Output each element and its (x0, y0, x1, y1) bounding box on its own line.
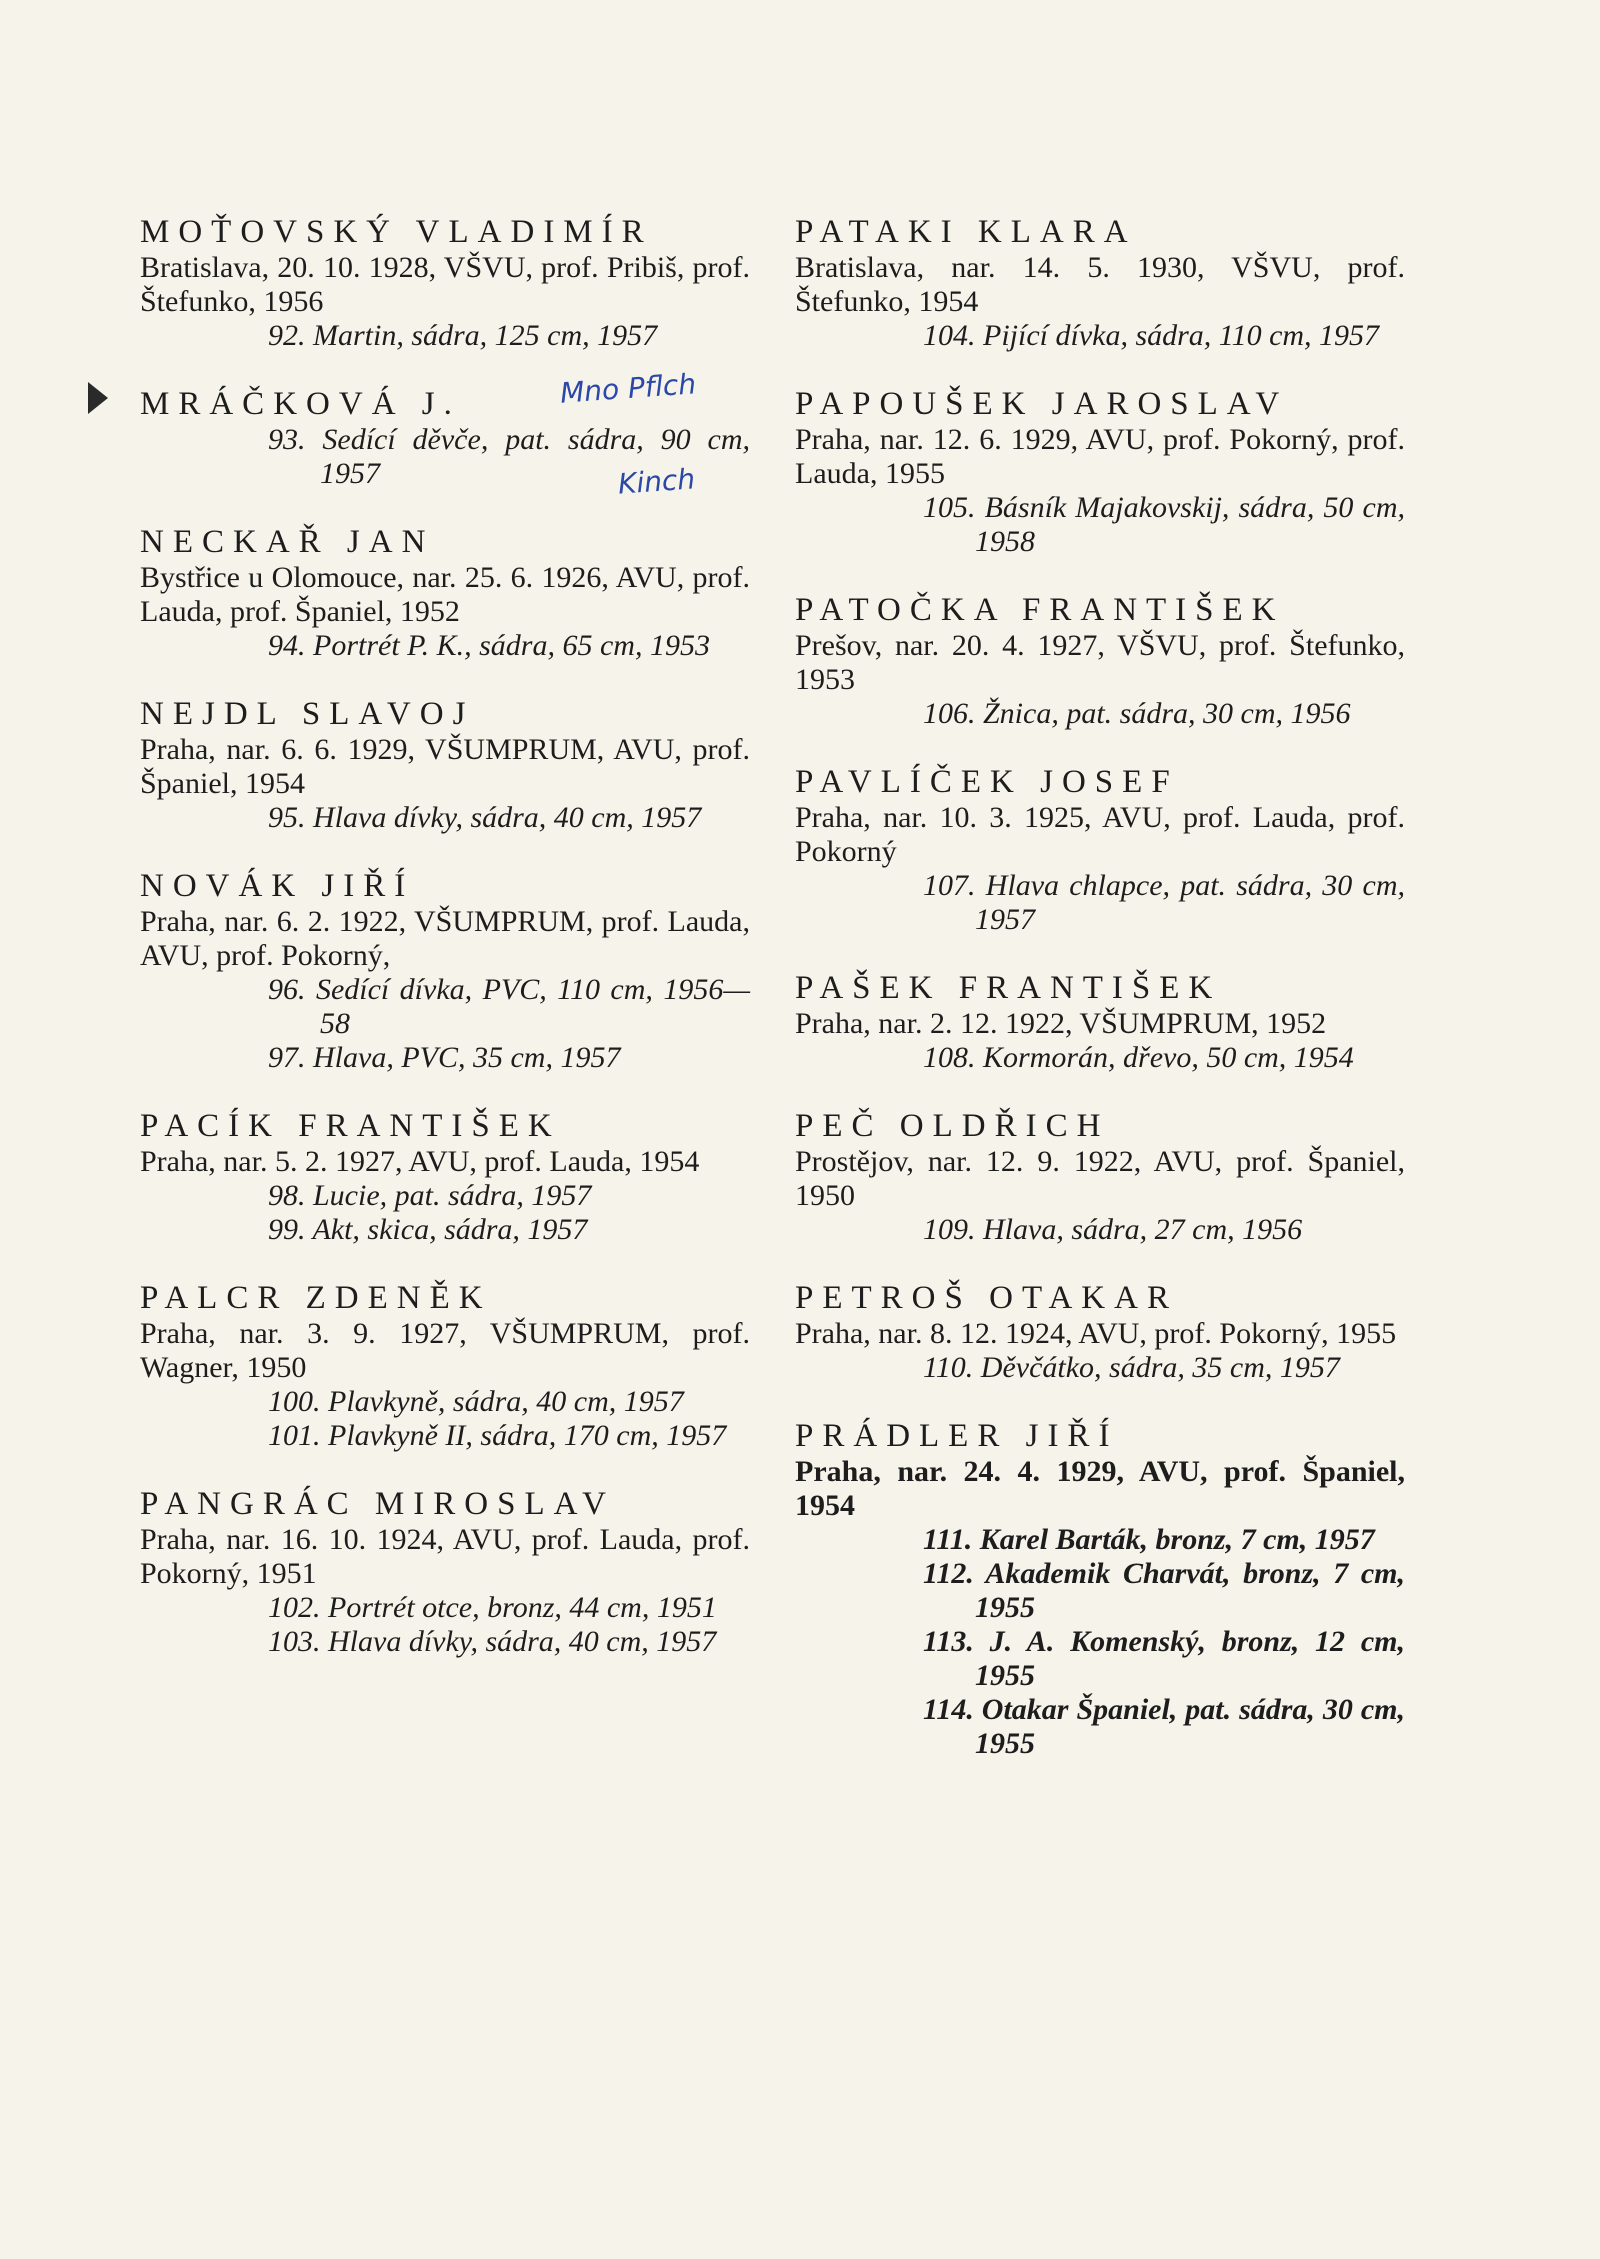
artist-name: PALCR ZDENĚK (140, 1280, 492, 1316)
pointer-mark-icon (88, 382, 108, 414)
artist-bio: Bratislava, 20. 10. 1928, VŠVU, prof. Pribiš, prof. Štefunko, 1956 (140, 251, 750, 318)
artist-bio: Praha, nar. 6. 6. 1929, VŠUMPRUM, AVU, prof. Španiel, 1954 (140, 733, 750, 800)
work-item: 93. Sedící děvče, pat. sádra, 90 cm, 1957 (268, 423, 750, 490)
handwritten-annotation: Mno Pflch (559, 367, 698, 410)
left-column (140, 213, 750, 1691)
artist-bio: Bystřice u Olomouce, nar. 25. 6. 1926, AVU, prof. Lauda, prof. Španiel, 1952 (140, 561, 750, 628)
work-item: 105. Básník Majakovskij, sádra, 50 cm, 1958 (923, 491, 1405, 558)
artist-entry (140, 213, 750, 353)
artist-name: PAVLÍČEK JOSEF (795, 764, 1179, 800)
artist-entry (795, 385, 1405, 559)
artist-name: PRÁDLER JIŘÍ (795, 1418, 1119, 1454)
artist-bio: Praha, nar. 3. 9. 1927, VŠUMPRUM, prof. Wagner, 1950 (140, 1317, 750, 1384)
work-item: 96. Sedící dívka, PVC, 110 cm, 1956—58 (268, 973, 750, 1040)
work-item: 114. Otakar Španiel, pat. sádra, 30 cm, 1955 (923, 1693, 1405, 1760)
artist-bio: Prešov, nar. 20. 4. 1927, VŠVU, prof. Štefunko, 1953 (795, 629, 1405, 696)
artist-entry (140, 1485, 750, 1659)
artist-bio: Praha, nar. 16. 10. 1924, AVU, prof. Lauda, prof. Pokorný, 1951 (140, 1523, 750, 1590)
artist-entry (795, 969, 1405, 1075)
artist-name: NOVÁK JIŘÍ (140, 868, 415, 904)
work-item: 111. Karel Barták, bronz, 7 cm, 1957 (923, 1523, 1375, 1556)
artist-entry (140, 867, 750, 1075)
work-item: 99. Akt, skica, sádra, 1957 (268, 1213, 588, 1246)
artist-bio: Praha, nar. 6. 2. 1922, VŠUMPRUM, prof. Lauda, AVU, prof. Pokorný, (140, 905, 750, 972)
artist-name: PANGRÁC MIROSLAV (140, 1486, 616, 1522)
artist-entry (140, 523, 750, 663)
work-item: 113. J. A. Komenský, bronz, 12 cm, 1955 (923, 1625, 1405, 1692)
handwritten-annotation-2: Kinch (616, 462, 697, 501)
artist-entry (795, 591, 1405, 731)
work-item: 95. Hlava dívky, sádra, 40 cm, 1957 (268, 801, 702, 834)
artist-entry (795, 1417, 1405, 1761)
work-item: 94. Portrét P. K., sádra, 65 cm, 1953 (268, 629, 710, 662)
artist-bio: Praha, nar. 2. 12. 1922, VŠUMPRUM, 1952 (795, 1007, 1327, 1040)
work-item: 109. Hlava, sádra, 27 cm, 1956 (923, 1213, 1303, 1246)
artist-entry (795, 1107, 1405, 1247)
artist-entry (795, 763, 1405, 937)
work-item: 102. Portrét otce, bronz, 44 cm, 1951 (268, 1591, 717, 1624)
artist-name: NEJDL SLAVOJ (140, 696, 475, 732)
artist-bio: Bratislava, nar. 14. 5. 1930, VŠVU, prof. Štefunko, 1954 (795, 251, 1405, 318)
artist-bio: Prostějov, nar. 12. 9. 1922, AVU, prof. Španiel, 1950 (795, 1145, 1405, 1212)
work-item: 110. Děvčátko, sádra, 35 cm, 1957 (923, 1351, 1340, 1384)
artist-entry (140, 1107, 750, 1247)
artist-bio: Praha, nar. 5. 2. 1927, AVU, prof. Lauda, 1954 (140, 1145, 700, 1178)
work-item: 103. Hlava dívky, sádra, 40 cm, 1957 (268, 1625, 717, 1658)
artist-name: PEČ OLDŘICH (795, 1108, 1110, 1144)
work-item: 106. Žnica, pat. sádra, 30 cm, 1956 (923, 697, 1351, 730)
artist-name: MRÁČKOVÁ J. (140, 386, 461, 422)
artist-bio: Praha, nar. 12. 6. 1929, AVU, prof. Pokorný, prof. Lauda, 1955 (795, 423, 1405, 490)
work-item: 100. Plavkyně, sádra, 40 cm, 1957 (268, 1385, 684, 1418)
artist-bio: Praha, nar. 8. 12. 1924, AVU, prof. Pokorný, 1955 (795, 1317, 1397, 1350)
work-item: 108. Kormorán, dřevo, 50 cm, 1954 (923, 1041, 1354, 1074)
artist-entry (795, 213, 1405, 353)
artist-name: PAŠEK FRANTIŠEK (795, 970, 1222, 1006)
work-item: 98. Lucie, pat. sádra, 1957 (268, 1179, 592, 1212)
artist-name: NECKAŘ JAN (140, 524, 435, 560)
work-item: 92. Martin, sádra, 125 cm, 1957 (268, 319, 658, 352)
work-item: 97. Hlava, PVC, 35 cm, 1957 (268, 1041, 621, 1074)
artist-entry (140, 385, 750, 491)
artist-name: PETROŠ OTAKAR (795, 1280, 1178, 1316)
artist-name: PATAKI KLARA (795, 214, 1137, 250)
work-item: 104. Pijící dívka, sádra, 110 cm, 1957 (923, 319, 1380, 352)
artist-entry (795, 1279, 1405, 1385)
artist-name: PATOČKA FRANTIŠEK (795, 592, 1285, 628)
artist-entry (140, 695, 750, 835)
work-item: 112. Akademik Charvát, bronz, 7 cm, 1955 (923, 1557, 1405, 1624)
right-column (795, 213, 1405, 1793)
artist-name: PAPOUŠEK JAROSLAV (795, 386, 1289, 422)
artist-entry (140, 1279, 750, 1453)
work-item: 107. Hlava chlapce, pat. sádra, 30 cm, 1957 (923, 869, 1405, 936)
work-item: 101. Plavkyně II, sádra, 170 cm, 1957 (268, 1419, 727, 1452)
artist-name: PACÍK FRANTIŠEK (140, 1108, 561, 1144)
artist-bio: Praha, nar. 24. 4. 1929, AVU, prof. Španiel, 1954 (795, 1455, 1405, 1522)
artist-bio: Praha, nar. 10. 3. 1925, AVU, prof. Lauda, prof. Pokorný (795, 801, 1405, 868)
artist-name: MOŤOVSKÝ VLADIMÍR (140, 214, 653, 250)
